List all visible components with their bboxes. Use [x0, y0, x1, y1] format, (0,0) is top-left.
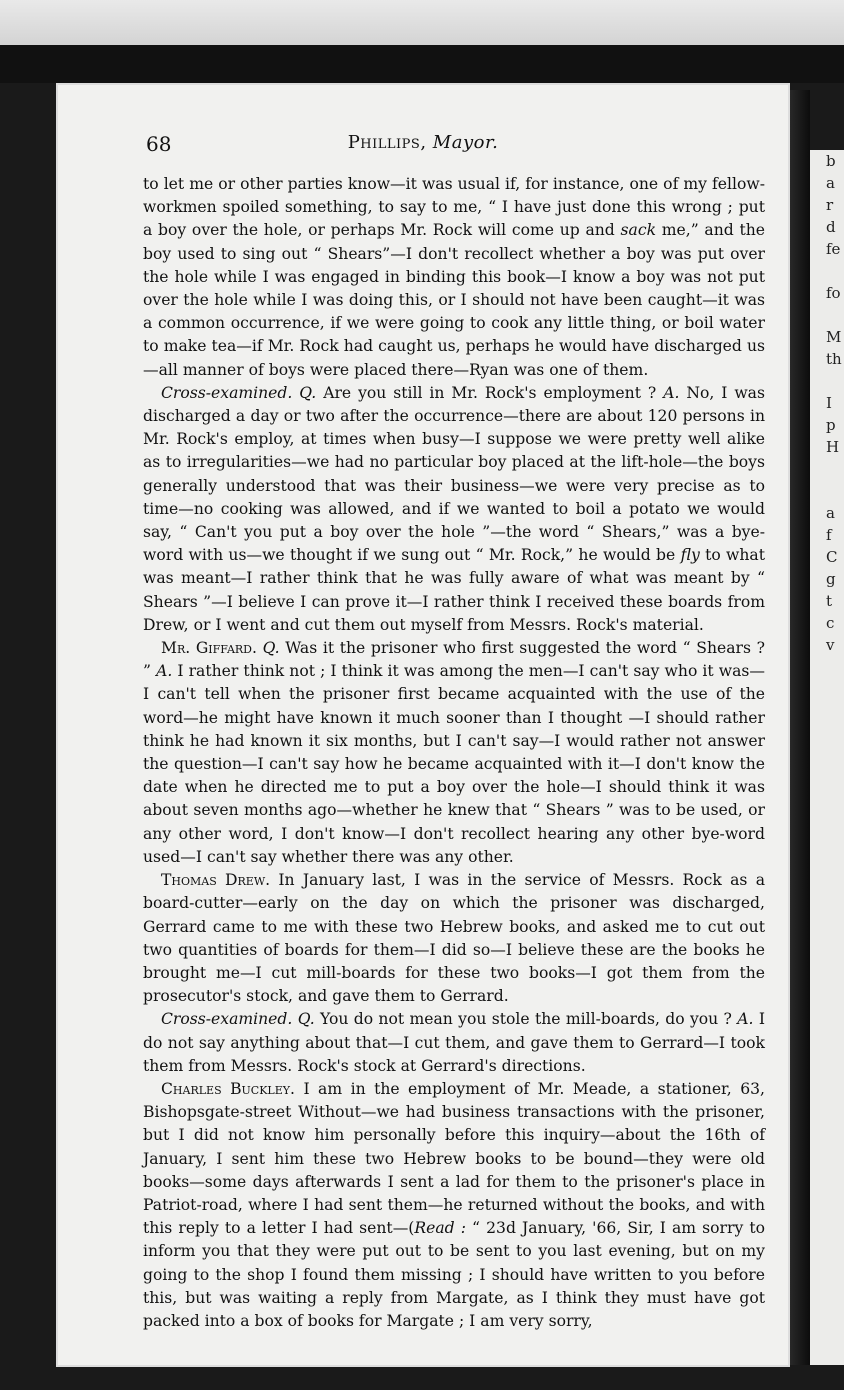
adjacent-page-fragment	[810, 986, 844, 1008]
paragraph-p6	[143, 1078, 765, 1333]
text-segment: Q.	[262, 639, 280, 658]
page-number: 68	[146, 132, 172, 156]
book-page	[58, 85, 788, 1365]
adjacent-page-fragment: a	[826, 504, 835, 522]
book-spine	[788, 90, 810, 1370]
page-body-text	[143, 173, 765, 1333]
adjacent-page-fragment: a	[826, 174, 835, 192]
adjacent-page-fragment	[810, 260, 844, 282]
adjacent-page-fragment: I	[826, 394, 832, 412]
text-segment: Cross-examined.	[161, 1010, 293, 1029]
adjacent-page-fragment	[810, 458, 844, 480]
adjacent-page-fragment	[810, 1140, 844, 1162]
text-segment: I do not say anything about that—I cut them, and gave them to Gerrard—I took them from Messrs. Rock's stock at Gerrard's directions.	[143, 1010, 765, 1075]
adjacent-page-fragment	[810, 700, 844, 722]
text-segment: “ 23d January, '66, Sir, I am sorry to inform you that they were put out to be sent to you last evening, but on my going to the shop I found them missing ; I should have written to you before this, but was waiting a reply from Margate, as I think they must have got packed into a box of books for Margate ; I am very sorry,	[143, 1219, 766, 1330]
adjacent-page-fragment	[810, 942, 844, 964]
adjacent-page-edge	[810, 150, 844, 1365]
text-segment: to let me or other parties know—it was usual if, for instance, one of my fellow-workmen spoiled something, to say to me, “ I have just done this wrong ; put a boy over the hole, or perhaps Mr. Rock will come up and	[143, 175, 765, 240]
adjacent-page-fragment	[810, 1162, 844, 1184]
adjacent-page-fragment	[810, 1250, 844, 1272]
adjacent-page-fragment	[810, 876, 844, 898]
adjacent-page-fragment	[810, 1206, 844, 1228]
adjacent-page-fragment: C	[826, 548, 838, 566]
adjacent-page-fragment	[810, 1008, 844, 1030]
adjacent-page-fragment	[810, 1096, 844, 1118]
adjacent-page-fragment	[810, 722, 844, 744]
adjacent-page-fragment	[810, 1118, 844, 1140]
adjacent-page-fragment: t	[826, 592, 833, 610]
running-head-title: Mayor.	[432, 132, 499, 153]
text-segment: I rather think not ; I think it was among the men—I can't say who it was—I can't tell when the prisoner first became acquainted with the use of the word—he might have known it much sooner than I thought —I should rather think he had known it six months, but I can't say—I would rather not answer the question—I can't say how he became acquainted with it—I don't know the date when he directed me to put a boy over the hole—I should think it was about seven months ago—whether he knew that “ Shears ” was to be used, or any other word, I don't know—I don't recollect hearing any other bye-word used—I can't say whether there was any other.	[143, 662, 765, 866]
text-segment: me,” and the boy used to sing out “ Shears”—I don't recollect whether a boy was put over the hole while I was engaged in binding this book—I know a boy was not put over the hole while I was doing this, or I should not have been caught—it was a common occurrence, if we were going to cook any little thing, or boil water to make tea—if Mr. Rock had caught us, perhaps he would have discharged us—all manner of boys were placed there—Ryan was one of them.	[143, 221, 765, 379]
text-segment: Read :	[414, 1219, 466, 1238]
adjacent-page-fragment: th	[826, 350, 842, 368]
adjacent-page-fragment	[810, 1272, 844, 1294]
adjacent-page-fragment	[810, 920, 844, 942]
adjacent-page-fragment	[810, 480, 844, 502]
adjacent-page-fragment: M	[826, 328, 842, 346]
text-segment: Charles Buckley.	[161, 1079, 295, 1098]
paragraph-p4	[143, 869, 765, 1008]
text-segment: A.	[663, 383, 680, 402]
text-segment: Was it the prisoner who first suggested the word “ Shears ? ”	[143, 639, 765, 681]
adjacent-page-fragment: f	[826, 526, 832, 544]
text-segment: A.	[156, 662, 173, 681]
paragraph-p2	[143, 382, 765, 637]
scan-dark-band	[0, 45, 844, 83]
adjacent-page-fragment	[810, 964, 844, 986]
adjacent-page-fragment: fe	[826, 240, 841, 258]
adjacent-page-fragment	[810, 898, 844, 920]
text-segment: In January last, I was in the service of Messrs. Rock as a board-cutter—early on the day on which the prisoner was discharged, Gerrard came to me with these two Hebrew books, and asked me to cut out two quantities of boards for them—I did so—I believe these are the books he brought me—I cut mill-boards for these two books—I got them from the prosecutor's stock, and gave them to Gerrard.	[143, 871, 765, 1006]
adjacent-page-fragment: H	[826, 438, 840, 456]
adjacent-page-fragment: g	[826, 570, 836, 588]
adjacent-page-fragment	[810, 656, 844, 678]
text-segment: fly	[680, 546, 700, 565]
text-segment: sack	[620, 221, 657, 240]
adjacent-page-fragment	[810, 832, 844, 854]
text-segment: Q.	[299, 383, 317, 402]
text-segment: A.	[737, 1010, 754, 1029]
adjacent-page-fragment: c	[826, 614, 835, 632]
text-segment: Cross-examined.	[161, 383, 293, 402]
adjacent-page-fragment: b	[826, 152, 836, 170]
page-header	[58, 130, 788, 160]
adjacent-page-fragment	[810, 1184, 844, 1206]
text-segment: Mr. Giffard.	[161, 639, 257, 658]
adjacent-page-fragment: p	[826, 416, 836, 434]
adjacent-page-fragment: d	[826, 218, 836, 236]
adjacent-page-fragment	[810, 788, 844, 810]
adjacent-page-fragment	[810, 766, 844, 788]
adjacent-page-fragment	[810, 1030, 844, 1052]
text-segment: Q.	[297, 1010, 315, 1029]
running-head	[58, 132, 788, 153]
adjacent-page-fragment: r	[826, 196, 834, 214]
adjacent-page-fragment	[810, 678, 844, 700]
text-segment: No, I was discharged a day or two after the occurrence—there are about 120 persons in Mr. Rock's employ, at times when busy—I suppose we were pretty well alike as to irregularities—we had no particular boy placed at the lift-hole—the boys generally understood that was their business—we were very precise as to time—no cooking was allowed, and if we wanted to boil a potato we would say, “ Can't you put a boy over the hole ”—the word “ Shears,” was a bye-word with us—we thought if we sung out “ Mr. Rock,” he would be	[143, 383, 765, 565]
adjacent-page-fragment: fo	[826, 284, 841, 302]
adjacent-page-fragment	[810, 370, 844, 392]
adjacent-page-fragment	[810, 304, 844, 326]
adjacent-page-fragment	[810, 1052, 844, 1074]
running-head-name: Phillips,	[347, 132, 427, 153]
scan-bottom-edge	[0, 1365, 844, 1390]
adjacent-page-fragment	[810, 810, 844, 832]
text-segment: Thomas Drew.	[161, 871, 271, 890]
adjacent-page-fragment	[810, 744, 844, 766]
adjacent-page-fragment	[810, 1074, 844, 1096]
text-segment: You do not mean you stole the mill-boards, do you ?	[314, 1010, 738, 1029]
paragraph-p1	[143, 173, 765, 382]
text-segment: Are you still in Mr. Rock's employment ?	[316, 383, 664, 402]
text-segment: to what was meant—I rather think that he was fully aware of what was meant by “ Shears ”—I believe I can prove it—I rather think I received these boards from Drew, or I went and cut them out myself from Messrs. Rock's material.	[143, 546, 766, 634]
adjacent-page-fragment: v	[826, 636, 835, 654]
adjacent-page-fragment	[810, 854, 844, 876]
adjacent-page-fragment	[810, 1228, 844, 1250]
paragraph-p3	[143, 637, 765, 869]
paragraph-p5	[143, 1008, 765, 1078]
text-segment: I am in the employment of Mr. Meade, a stationer, 63, Bishopsgate-street Without—we had business transactions with the prisoner, but I did not know him personally before this inquiry—about the 16th of January, I sent him these two Hebrew books to be bound—they were old books—some days afterwards I sent a lad for them to the prisoner's place in Patriot-road, where I had sent them—he returned without the books, and with this reply to a letter I had sent—(	[143, 1079, 765, 1238]
